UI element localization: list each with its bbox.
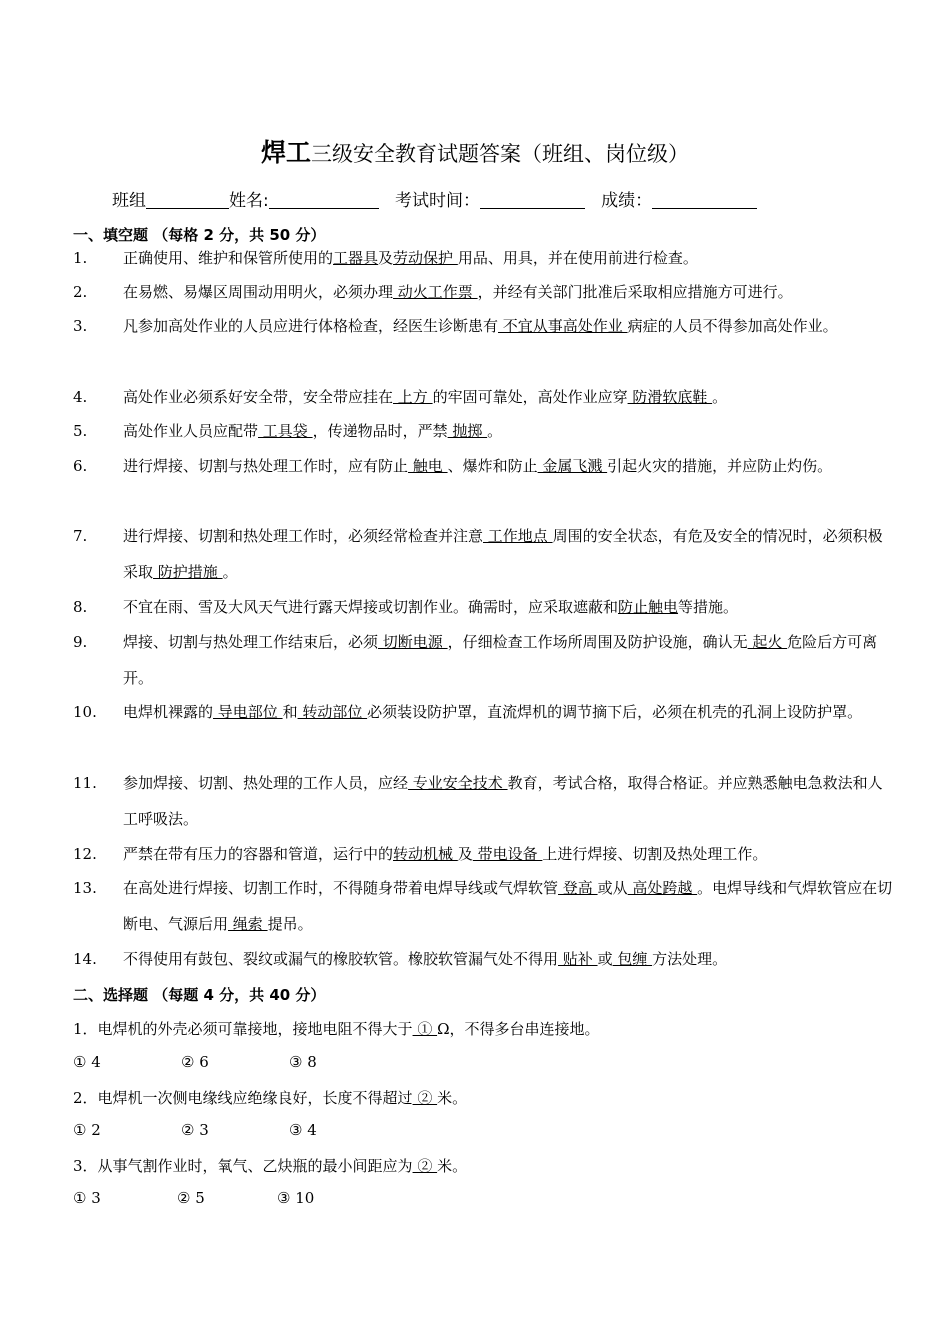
question-text: 进行焊接、切割和热处理工作时，必须经常检查并注意: [123, 527, 484, 545]
question-text: 进行焊接、切割与热处理工作时，应有防止: [123, 457, 409, 475]
question-text: 。: [222, 563, 238, 581]
answer: 金属飞溅: [537, 457, 608, 475]
answer: 防护措施: [153, 563, 223, 581]
question-number: 3.: [73, 317, 88, 335]
question-text: 等措施。: [678, 598, 739, 616]
question-1: [73, 240, 893, 276]
answer: ②: [412, 1089, 438, 1107]
answer: 包缠: [612, 950, 653, 968]
name-label: 姓名:: [229, 191, 269, 211]
question-number: 14.: [73, 950, 97, 968]
answer: 工作地点: [483, 527, 553, 545]
question-text: 上进行焊接、切割及热处理工作。: [542, 845, 768, 863]
choice-1-option-2: ② 6: [181, 1053, 209, 1071]
question-7: [73, 518, 893, 590]
answer: 工器具: [333, 249, 379, 267]
answer: 上方: [393, 388, 433, 406]
choice-question-2: [73, 1087, 467, 1108]
answer: ②: [412, 1157, 438, 1175]
question-number: 10.: [73, 703, 97, 721]
question-number: 4.: [73, 388, 88, 406]
question-text: 。: [487, 422, 503, 440]
question-text: 周围的安全状态，有危及安全的情况时，必须积极采取: [123, 527, 883, 581]
question-number: 13.: [73, 879, 97, 897]
question-text: 不宜在雨、雪及大风天气进行露天焊接或切割作业。确需时，应采取遮蔽和: [123, 598, 619, 616]
answer: 导电部位: [213, 703, 283, 721]
question-12: [73, 836, 893, 872]
section-choice-title: 二、选择题 （每题 4 分，共 40 分）: [73, 986, 326, 1004]
choice-1-option-3: ③ 8: [289, 1053, 317, 1071]
choice-2-option-2: ② 3: [181, 1121, 209, 1139]
time-blank: [480, 190, 585, 209]
question-text: 在高处进行焊接、切割工作时，不得随身带着电焊导线或气焊软管: [123, 879, 559, 897]
question-11: [73, 765, 893, 837]
question-text: 危险后方可离开。: [123, 633, 878, 687]
question-number: 6.: [73, 457, 88, 475]
question-text: 教育，考试合格，取得合格证。并应熟悉触电急救法和人工呼吸法。: [123, 774, 883, 828]
section-fill-blank-title: 一、填空题 （每格 2 分，共 50 分）: [73, 226, 326, 244]
question-text: 或: [597, 950, 613, 968]
info-line: [112, 186, 757, 211]
question-text: 在易燃、易爆区周围动用明火，必须办理: [123, 283, 394, 301]
question-3: [73, 308, 893, 344]
answer: 带电设备: [472, 845, 543, 863]
answer: 切断电源: [378, 633, 448, 651]
question-text: 提吊。: [267, 915, 313, 933]
question-text: 焊接、切割与热处理工作结束后，必须: [123, 633, 379, 651]
question-14: [73, 941, 893, 977]
question-text: 正确使用、维护和保管所使用的: [123, 249, 334, 267]
answer: 抛掷: [447, 422, 488, 440]
title-rest: 三级安全教育试题答案（班组、岗位级）: [311, 142, 689, 166]
question-number: 1.: [73, 249, 88, 267]
class-label: 班组: [112, 191, 146, 211]
answer: 防止触电: [618, 598, 679, 616]
question-text: 米。: [437, 1157, 468, 1175]
answer: 防滑软底鞋: [627, 388, 713, 406]
question-text: 必须装设防护罩，直流焊机的调节摘下后，必须在机壳的孔洞上设防护罩。: [367, 703, 863, 721]
question-text: 严禁在带有压力的容器和管道，运行中的: [123, 845, 394, 863]
name-blank: [269, 190, 379, 209]
answer: 触电: [408, 457, 448, 475]
question-text: 凡参加高处作业的人员应进行体格检查，经医生诊断患有: [123, 317, 499, 335]
question-text: 电焊机裸露的: [123, 703, 214, 721]
question-text: Ω，不得多台串连接地。: [437, 1020, 600, 1038]
question-8: [73, 589, 893, 625]
question-text: 方法处理。: [652, 950, 728, 968]
question-text: 。: [712, 388, 728, 406]
question-text: 不得使用有鼓包、裂纹或漏气的橡胶软管。橡胶软管漏气处不得用: [123, 950, 559, 968]
time-label: 考试时间：: [394, 191, 480, 211]
question-text: 高处作业必须系好安全带，安全带应挂在: [123, 388, 394, 406]
question-text: 2．电焊机一次侧电缘线应绝缘良好，长度不得超过: [73, 1089, 413, 1107]
question-text: ，仔细检查工作场所周围及防护设施，确认无: [447, 633, 748, 651]
class-blank: [146, 190, 229, 209]
question-text: 及: [378, 249, 394, 267]
choice-1-option-1: ① 4: [73, 1053, 101, 1071]
question-text: 和: [282, 703, 298, 721]
choice-2-option-1: ① 2: [73, 1121, 101, 1139]
answer: 转动机械: [393, 845, 458, 863]
question-text: 1．电焊机的外壳必须可靠接地，接地电阻不得大于: [73, 1020, 413, 1038]
question-text: 用品、用具，并在使用前进行检查。: [457, 249, 698, 267]
question-9: [73, 624, 893, 696]
choice-3-option-3: ③ 10: [277, 1189, 315, 1207]
question-5: [73, 413, 893, 449]
question-text: 3．从事气割作业时，氧气、乙炔瓶的最小间距应为: [73, 1157, 413, 1175]
score-label: 成绩：: [601, 191, 653, 211]
question-number: 9.: [73, 633, 88, 651]
question-13: [73, 870, 893, 942]
question-text: 的牢固可靠处，高处作业应穿: [432, 388, 628, 406]
question-number: 7.: [73, 527, 88, 545]
question-4: [73, 379, 893, 415]
question-text: 或从: [597, 879, 628, 897]
question-number: 12.: [73, 845, 97, 863]
page-title: [0, 133, 950, 169]
question-text: 、爆炸和防止: [447, 457, 538, 475]
question-text: 病症的人员不得参加高处作业。: [627, 317, 838, 335]
question-6: [73, 448, 893, 484]
choice-question-3: [73, 1155, 467, 1176]
question-text: ，传递物品时，严禁: [312, 422, 448, 440]
question-number: 2.: [73, 283, 88, 301]
question-text: 米。: [437, 1089, 468, 1107]
answer: 专业安全技术: [408, 774, 508, 792]
choice-2-option-3: ③ 4: [289, 1121, 317, 1139]
score-blank: [652, 190, 757, 209]
answer: 工具袋: [258, 422, 313, 440]
title-strong: 焊工: [260, 138, 311, 167]
answer: 起火: [747, 633, 788, 651]
answer: 转动部位: [297, 703, 368, 721]
question-text: 。电焊导线和气焊软管应在切断电、气源后用: [123, 879, 893, 933]
choice-3-option-2: ② 5: [177, 1189, 205, 1207]
answer: 劳动保护: [393, 249, 458, 267]
answer: 动火工作票: [393, 283, 478, 301]
answer: ①: [412, 1020, 438, 1038]
question-text: 参加焊接、切割、热处理的工作人员，应经: [123, 774, 409, 792]
question-number: 11.: [73, 774, 97, 792]
question-text: 及: [457, 845, 473, 863]
question-number: 8.: [73, 598, 88, 616]
answer: 贴补: [558, 950, 598, 968]
question-text: 引起火灾的措施，并应防止灼伤。: [607, 457, 833, 475]
answer: 高处跨越: [627, 879, 698, 897]
answer: 绳索: [228, 915, 268, 933]
answer: 登高: [558, 879, 598, 897]
question-text: 高处作业人员应配带: [123, 422, 259, 440]
question-10: [73, 694, 893, 730]
question-2: [73, 274, 893, 310]
choice-3-option-1: ① 3: [73, 1189, 101, 1207]
choice-question-1: [73, 1018, 600, 1039]
question-text: ，并经有关部门批准后采取相应措施方可进行。: [477, 283, 793, 301]
question-number: 5.: [73, 422, 88, 440]
answer: 不宜从事高处作业: [498, 317, 628, 335]
